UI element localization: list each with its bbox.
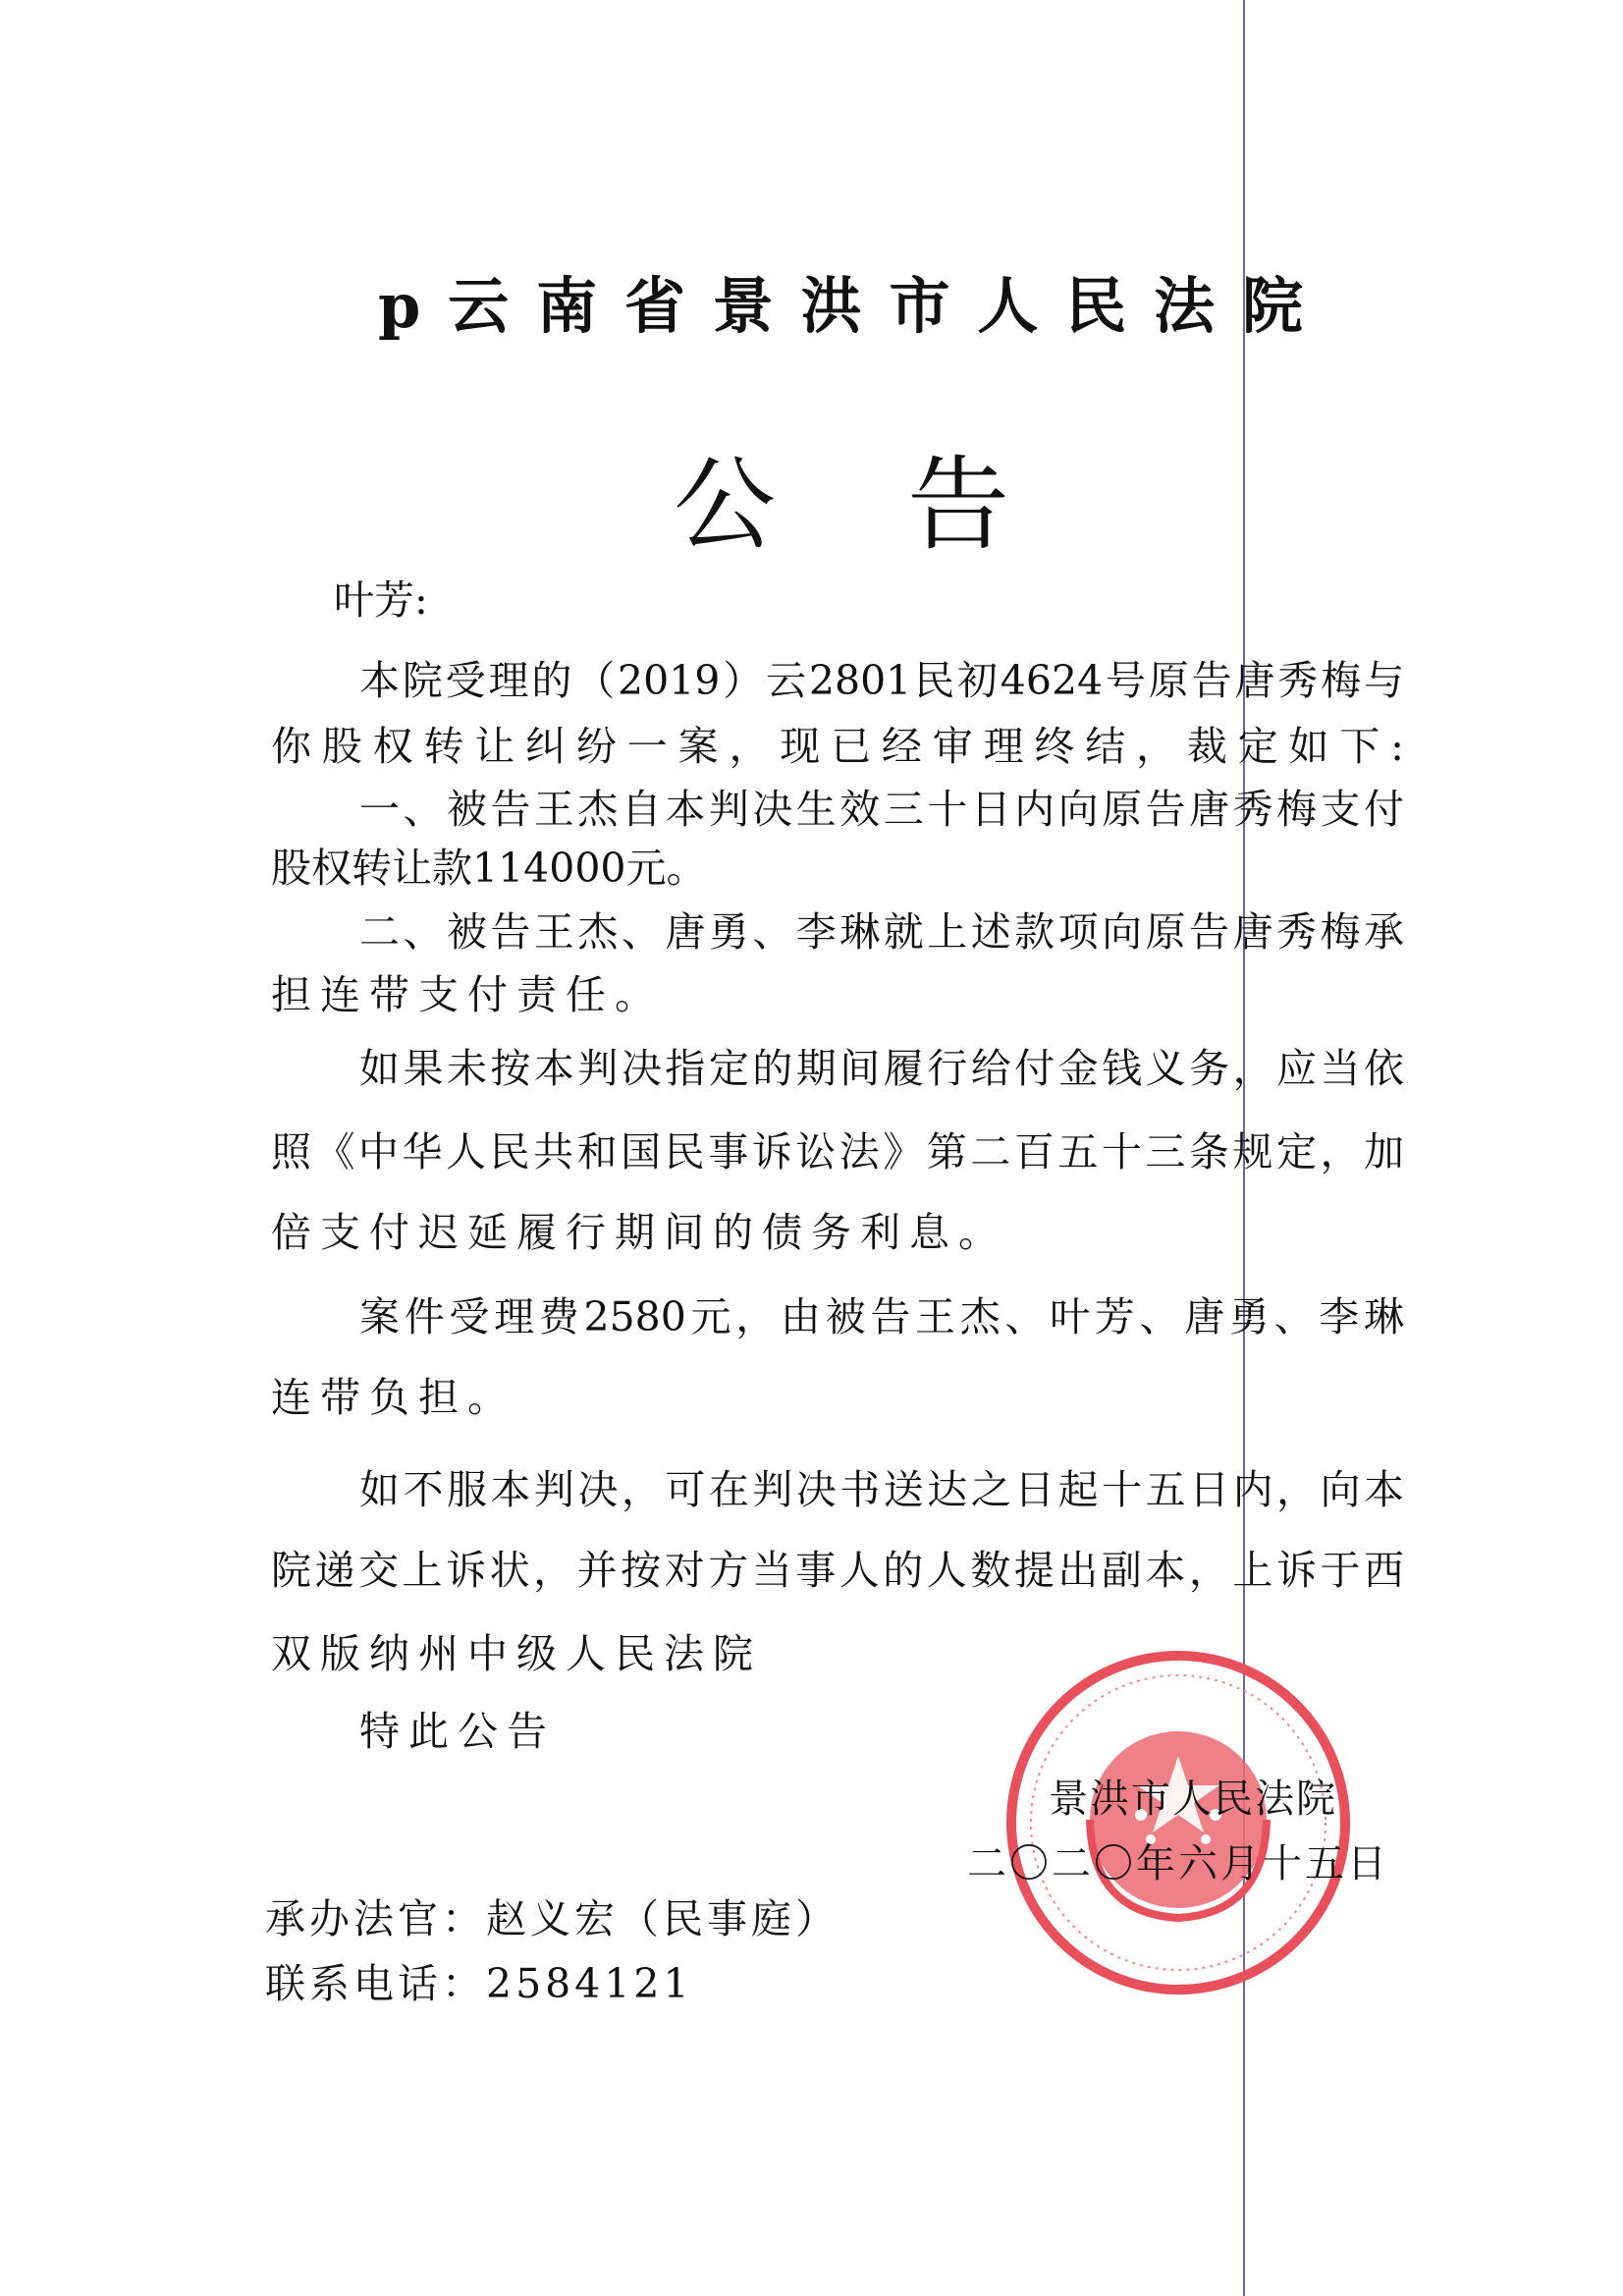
judge-info: 承办法官：赵义宏（民事庭） [265,1895,839,1942]
body-line: 你股权转让纠纷一案，现已经审理终结，裁定如下: [271,723,1404,770]
body-line: 本院受理的（2019）云2801民初4624号原告唐秀梅与 [359,657,1404,704]
body-line: 二、被告王杰、唐勇、李琳就上述款项向原告唐秀梅承 [359,908,1404,956]
signature-date: 二〇二〇年六月十五日 [967,1841,1389,1886]
body-line: 股权转让款114000元。 [271,845,707,892]
phone-info: 联系电话：2584121 [265,1960,693,2007]
court-name-title: p云南省景洪市人民法院 [378,270,1303,342]
addressee: 叶芳: [334,576,428,624]
body-line: 特此公告 [359,1708,556,1755]
body-line: 连带负担。 [271,1374,516,1421]
body-line: 担连带支付责任。 [271,971,664,1018]
body-line: 如不服本判决，可在判决书送达之日起十五日内，向本 [359,1466,1404,1513]
signature-court: 景洪市人民法院 [1049,1777,1337,1822]
body-line: 倍支付迟延履行期间的债务利息。 [271,1209,1007,1256]
body-line: 照《中华人民共和国民事诉讼法》第二百五十三条规定，加 [271,1128,1404,1175]
body-line: 案件受理费2580元，由被告王杰、叶芳、唐勇、李琳 [359,1293,1404,1340]
body-line: 双版纳州中级人民法院 [271,1630,762,1677]
body-line: 一、被告王杰自本判决生效三十日内向原告唐秀梅支付 [359,786,1404,833]
document-heading: 公告 [674,445,1009,565]
body-line: 院递交上诉状，并按对方当事人的人数提出副本，上诉于西 [271,1547,1404,1594]
body-line: 如果未按本判决指定的期间履行给付金钱义务，应当依 [359,1045,1404,1092]
